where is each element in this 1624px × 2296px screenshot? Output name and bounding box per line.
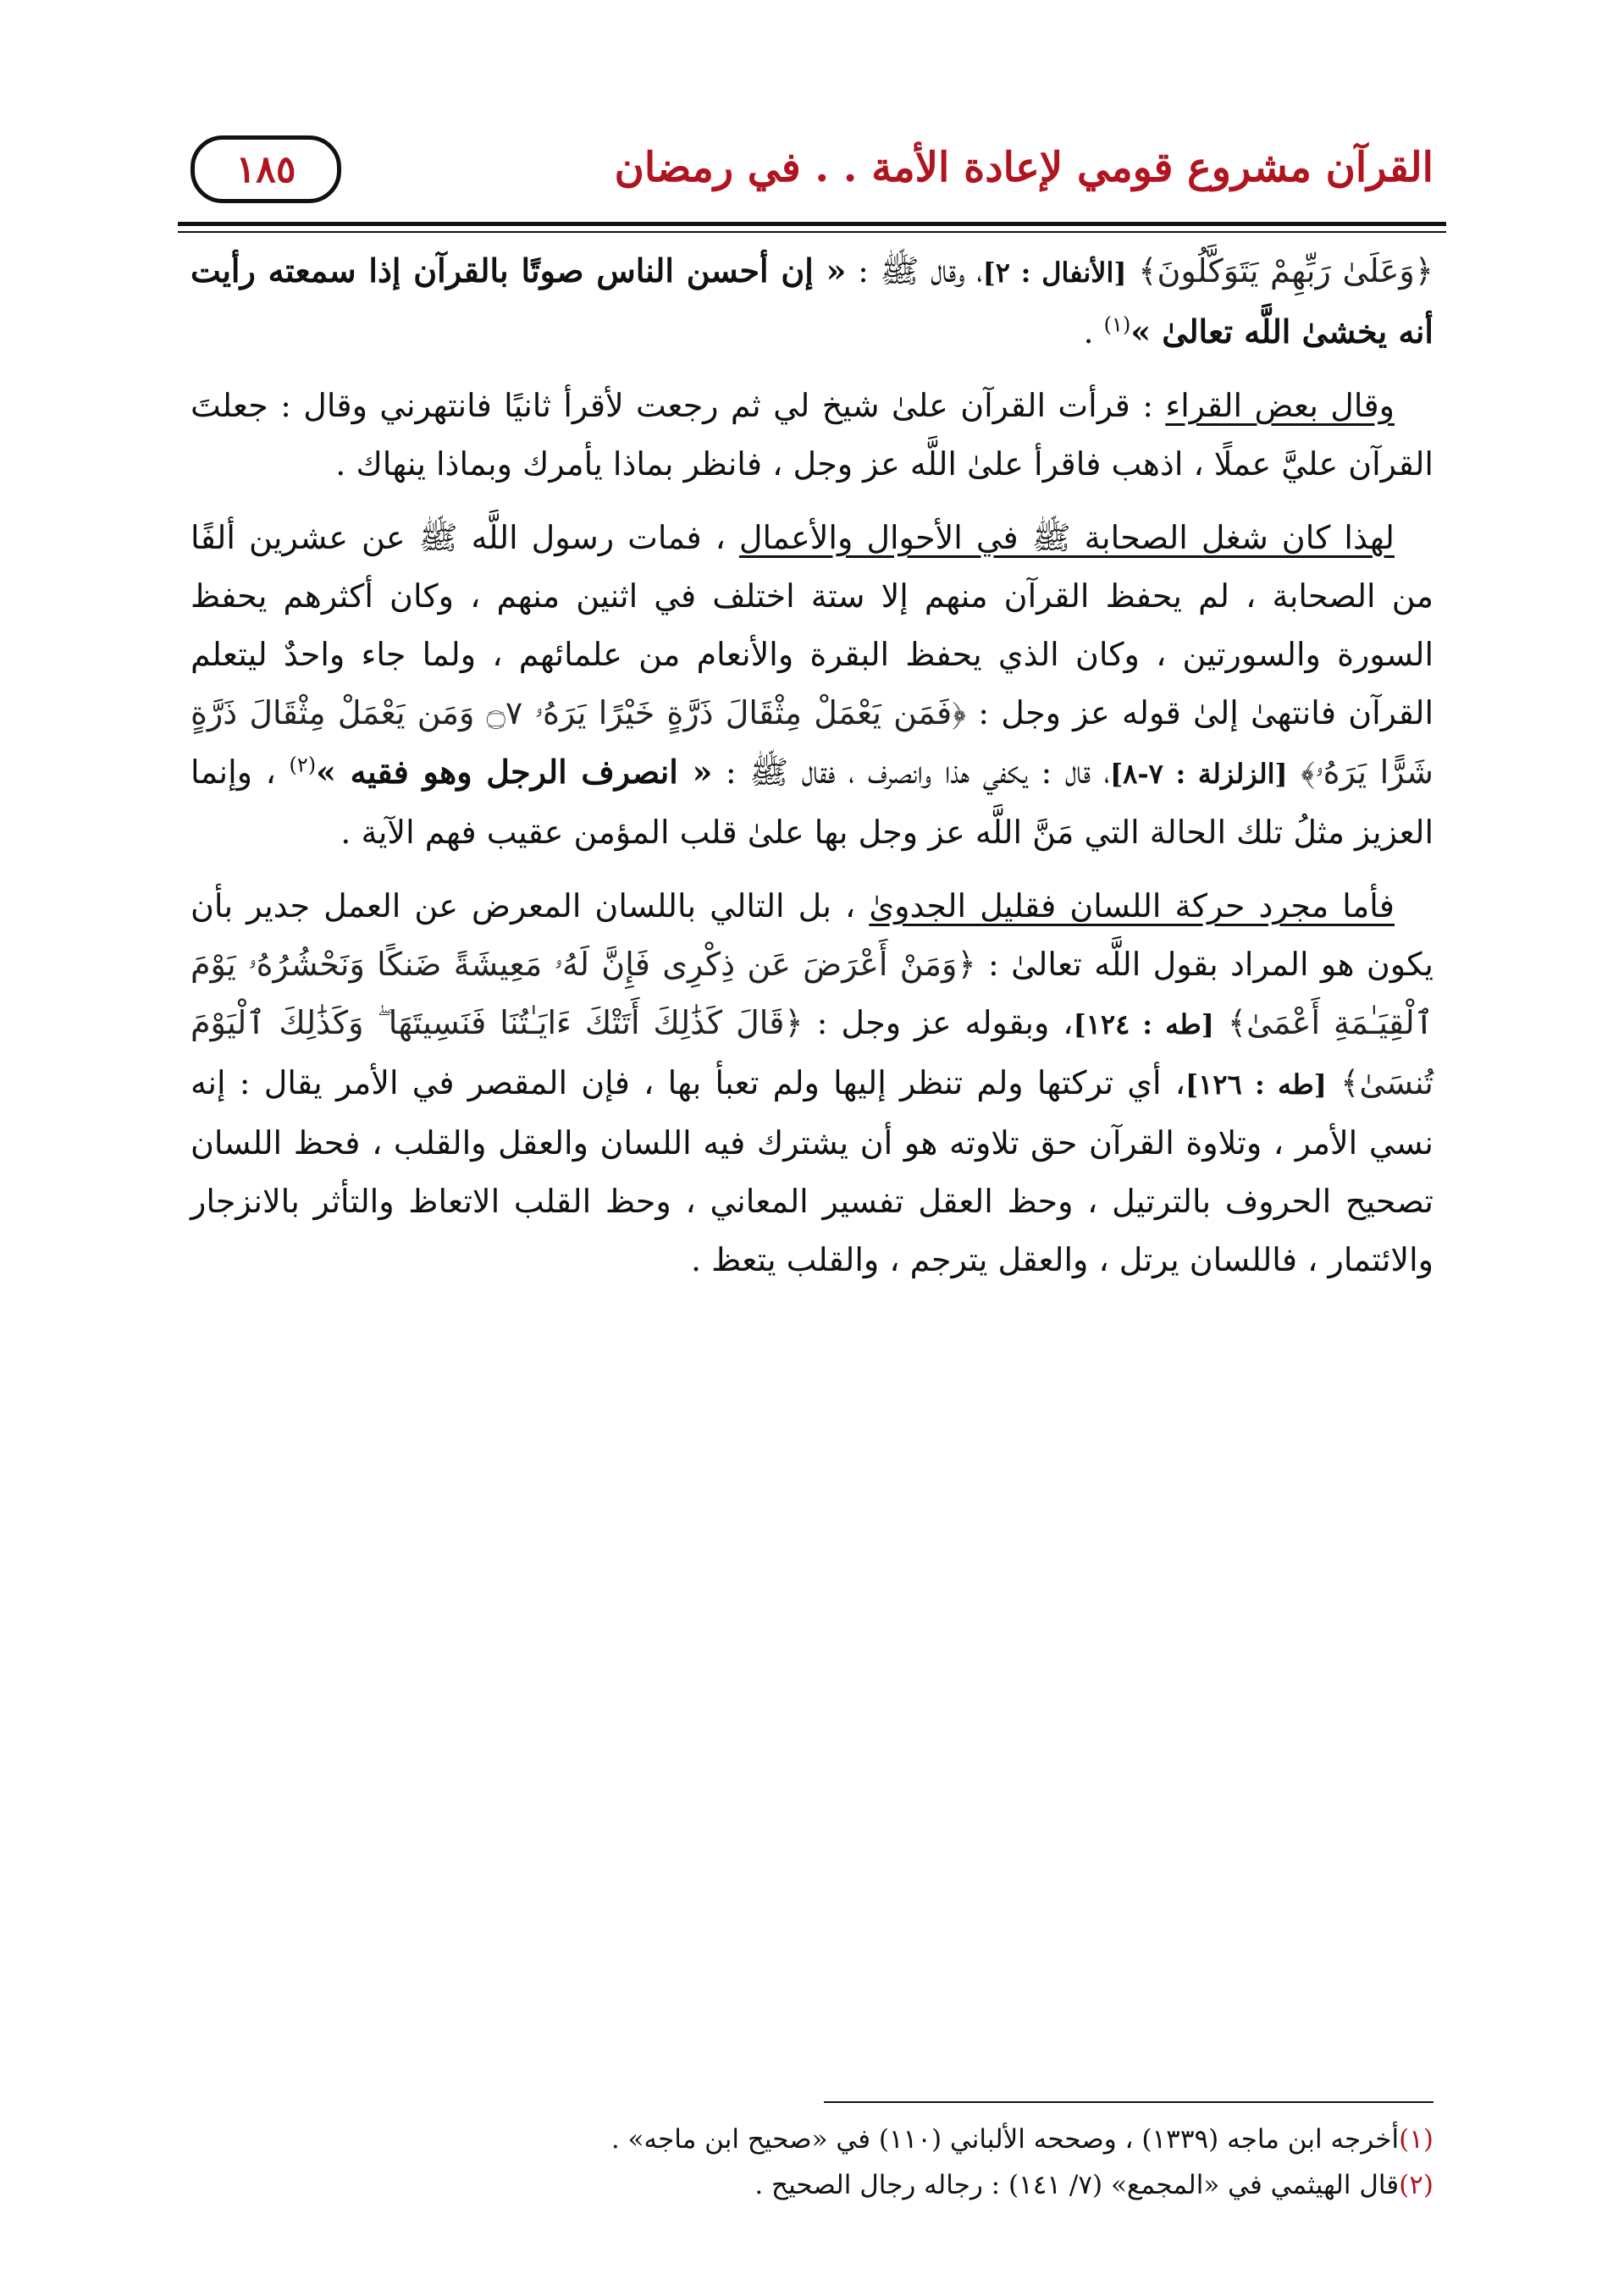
underlined-phrase: فأما مجرد حركة اللسان فقليل الجدوىٰ — [869, 887, 1395, 924]
quran-verse: ﴿قَالَ كَذَٰلِكَ أَتَتْكَ ءَايَـٰتُنَا فَنَسِيتَهَا ۖ وَكَذَٰلِكَ ٱلْيَوْمَ تُنسَىٰ﴾ — [191, 1004, 1433, 1101]
footnote-rule — [824, 2101, 1433, 2103]
paragraph-text: ، وقال ﷺ : — [846, 252, 983, 290]
paragraph-3 — [191, 509, 1433, 862]
footnote-text: أخرجه ابن ماجه (١٣٣٩) ، وصححه الألباني (١١٠) في «صحيح ابن ماجه» . — [610, 2124, 1400, 2155]
body-text — [191, 241, 1433, 1305]
running-title: القرآن مشروع قومي لإعادة الأمة . . في رمضان — [614, 144, 1433, 191]
verse-reference: [الزلزلة : ٧-٨] — [1110, 758, 1288, 790]
hadith-quote: « إن أحسن الناس صوتًا بالقرآن إذا سمعته رأيت أنه يخشىٰ اللَّه تعالىٰ » — [191, 251, 1433, 350]
verse-reference: [طه : ١٢٦] — [1185, 1068, 1327, 1101]
footnote-2 — [191, 2162, 1433, 2208]
header-rule-thick — [178, 222, 1446, 226]
footnote-marker: (٢) — [289, 753, 317, 777]
footnotes — [191, 2117, 1433, 2208]
verse-reference: [الأنفال : ٢] — [982, 257, 1127, 289]
footnote-number: (١) — [1399, 2124, 1433, 2155]
paragraph-text: ، وإنما العزيز مثلُ تلك الحالة التي مَنَّ اللَّه عز وجل بها علىٰ قلب المؤمن عقيب فهم الآية . — [191, 753, 1433, 851]
paragraph-text: ، أي تركتها ولم تنظر إليها ولم تعبأ بها ، فإن المقصر في الأمر يقال : إنه نسي الأمر ، وتلاوة القرآن حق تلاوته هو أن يشترك فيه اللسان والعقل والقلب ، فحظ اللسان تصحيح الحروف بالترتيل ، وحظ العقل تفسير المعاني ، وحظ القلب الاتعاظ والتأثر بالانزجار والائتمار ، فاللسان يرتل ، والعقل يترجم ، والقلب يتعظ . — [191, 1064, 1433, 1278]
quran-verse: ﴿وَمَنْ أَعْرَضَ عَن ذِكْرِى فَإِنَّ لَهُۥ مَعِيشَةً ضَنكًا وَنَحْشُرُهُۥ يَوْمَ ٱلْقِيَـٰمَةِ أَعْمَىٰ﴾ — [191, 946, 1433, 1041]
paragraph-1 — [191, 241, 1433, 362]
footnote-text: قال الهيثمي في «المجمع» (٧/ ١٤١) : رجاله رجال الصحيح . — [754, 2170, 1400, 2200]
paragraph-4 — [191, 877, 1433, 1289]
page-number-badge: ١٨٥ — [191, 135, 341, 203]
verse-reference: [طه : ١٢٤] — [1073, 1008, 1214, 1040]
paragraph-text: ، قال : يكفي هذا وانصرف ، فقال ﷺ : — [712, 753, 1111, 791]
page-header — [191, 135, 1433, 212]
underlined-phrase: لهذا كان شغل الصحابة ﷺ في الأحوال والأعمال — [738, 519, 1395, 556]
quran-verse: ﴿وَعَلَىٰ رَبِّهِمْ يَتَوَكَّلُونَ﴾ — [1138, 252, 1433, 290]
footnote-number: (٢) — [1399, 2170, 1433, 2200]
paragraph-text: ، فمات رسول اللَّه ﷺ عن عشرين ألفًا من الصحابة ، لم يحفظ القرآن منهم إلا ستة اختلف في اثنين منهم ، وكان أكثرهم يحفظ السورة والسورتين ، وكان الذي يحفظ البقرة والأنعام من علمائهم ، ولما جاء واحدٌ ليتعلم القرآن فانتهىٰ إلىٰ قوله عز وجل : — [191, 519, 1433, 731]
paragraph-text: : قرأت القرآن علىٰ شيخ لي ثم رجعت لأقرأ ثانيًا فانتهرني وقال : جعلتَ القرآن عليَّ عملًا ، اذهب فاقرأ علىٰ اللَّه عز وجل ، فانظر بماذا يأمرك وبماذا ينهاك . — [191, 387, 1433, 483]
paragraph-text: . — [1083, 313, 1104, 350]
paragraph-2 — [191, 377, 1433, 494]
quran-verse: ﴿فَمَن يَعْمَلْ مِثْقَالَ ذَرَّةٍ خَيْرًا يَرَهُۥ ۝٧ وَمَن يَعْمَلْ مِثْقَالَ ذَرَّةٍ شَرًّا يَرَهُۥ﴾ — [191, 694, 1433, 791]
hadith-quote: « انصرف الرجل وهو فقيه » — [316, 753, 713, 791]
footnote-1 — [191, 2117, 1433, 2162]
header-rule-thin — [178, 231, 1446, 233]
paragraph-text: ، وبقوله عز وجل : — [803, 1004, 1074, 1041]
underlined-phrase: وقال بعض القراء — [1165, 387, 1395, 424]
footnote-marker: (١) — [1103, 312, 1131, 337]
paragraph-text: ، بل التالي باللسان المعرض عن العمل جدير بأن يكون هو المراد بقول اللَّه تعالىٰ : — [191, 887, 1433, 983]
